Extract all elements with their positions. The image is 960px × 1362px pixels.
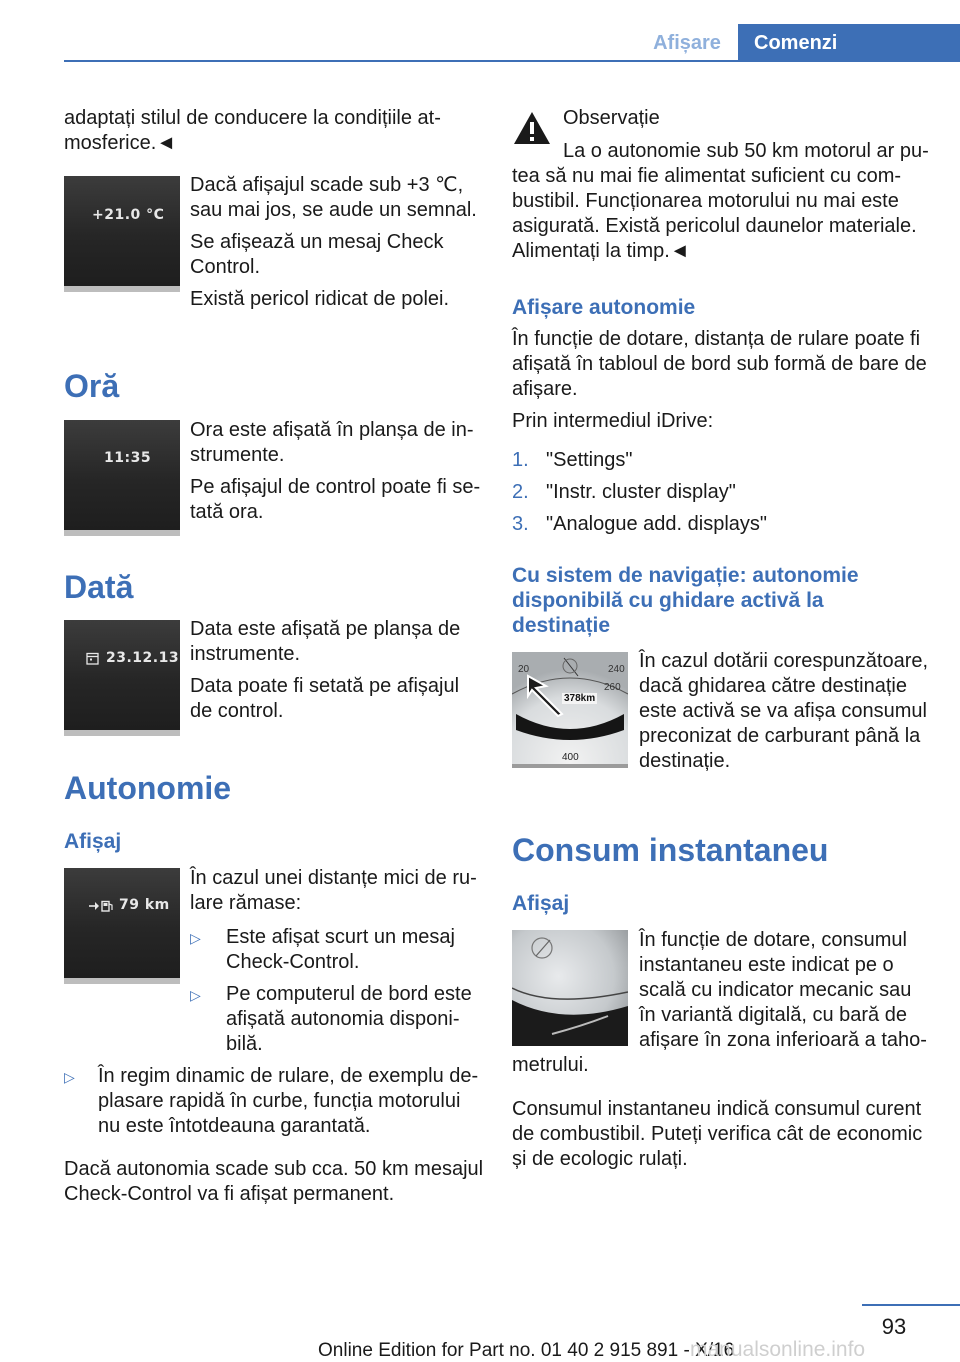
subheading-afisare-autonomie: Afișare autonomie bbox=[512, 296, 696, 319]
outside-temperature-display-image bbox=[64, 176, 180, 292]
header-rule bbox=[64, 60, 960, 62]
section-heading-consum: Consum instantaneu bbox=[512, 832, 829, 868]
pointer-arrow-icon bbox=[522, 674, 568, 720]
gauge-tick-label: 20 bbox=[518, 664, 530, 675]
gauge-tick-label: 400 bbox=[562, 752, 579, 763]
bullet-item: ▷ Este afișat scurt un mesaj Check-Control. bbox=[190, 926, 455, 973]
fuel-range-icon bbox=[88, 900, 114, 912]
edition-footer: Online Edition for Part no. 01 40 2 915 891 - X/16 bbox=[318, 1340, 735, 1361]
note-text: tea să nu mai fie alimentat suficient cu com‐ bustibil. Funcționarea motorului nu mai este asigurată. Există pericolul daunelor materiale. Alimentați la timp.◄ bbox=[512, 165, 917, 262]
list-item: 3. "Analogue add. displays" bbox=[512, 513, 768, 535]
page-number: 93 bbox=[881, 1314, 907, 1339]
triangle-bullet-icon: ▷ bbox=[64, 1069, 75, 1085]
navigation-description: În cazul dotării corespunzătoare, dacă ghidarea către destinație este activă se va afișa consumul preconizat de carburant până la destinație. bbox=[639, 650, 929, 772]
clock-display-image bbox=[64, 420, 180, 536]
list-item: 1. "Settings" bbox=[512, 449, 633, 471]
consumption-gauge-image bbox=[512, 930, 628, 1046]
calendar-icon bbox=[86, 652, 99, 665]
note-title: Observație bbox=[563, 107, 660, 129]
consumption-description: În funcție de dotare, consumul instantaneu este indicat pe o scală cu indicator mecanic sau în variantă digitală, cu bară de afișare în zona inferioară a taho‐ bbox=[639, 929, 927, 1051]
afisare-autonomie-text: În funcție de dotare, distanța de rulare poate fi afișată în tabloul de bord sub formă de bare de afișare. bbox=[512, 328, 927, 400]
section-heading-data: Dată bbox=[64, 569, 134, 605]
gauge-tick-label: 240 bbox=[608, 664, 625, 675]
note-text-first-line: La o autonomie sub 50 km motorul ar pu‐ bbox=[563, 140, 929, 162]
temperature-readout: +21.0 °C bbox=[92, 207, 165, 223]
temperature-description: Dacă afișajul scade sub +3 ℃, sau mai jos, se aude un semnal. Se afișează un mesaj Check Control. Există pericol ridicat de polei. bbox=[190, 174, 477, 310]
consumption-explanation: Consumul instantaneu indică consumul curent de combustibil. Puteți verifica cât de economic și de ecologic rulați. bbox=[512, 1098, 923, 1170]
date-display-image bbox=[64, 620, 180, 736]
consumption-description-end: metrului. bbox=[512, 1054, 589, 1076]
range-description: În cazul unei distanțe mici de ru‐ lare rămase: bbox=[190, 867, 477, 914]
watermark: manualsonline.info bbox=[690, 1338, 866, 1361]
footer-rule bbox=[862, 1304, 960, 1306]
step-list bbox=[512, 448, 767, 544]
bullet-item: ▷ În regim dinamic de rulare, de exemplu de‐ plasare rapidă în curbe, funcția motorului nu este întotdeauna garantată. bbox=[64, 1065, 479, 1137]
navigation-range-gauge-image bbox=[512, 652, 628, 768]
subheading-navigatie: Cu sistem de navigație: autonomie disponibilă cu ghidare activă la destinație bbox=[512, 564, 859, 637]
range-readout: 378km bbox=[564, 693, 596, 704]
section-heading-autonomie: Autonomie bbox=[64, 770, 232, 806]
section-heading-ora: Oră bbox=[64, 368, 120, 404]
date-readout: 23.12.13 bbox=[106, 650, 180, 666]
range-readout: 79 km bbox=[119, 897, 170, 913]
list-item: 2. "Instr. cluster display" bbox=[512, 481, 736, 503]
idrive-intro: Prin intermediul iDrive: bbox=[512, 410, 714, 432]
triangle-bullet-icon: ▷ bbox=[190, 930, 201, 946]
intro-text: adaptați stilul de conducere la condițiile at‐ mosferice.◄ bbox=[64, 107, 441, 154]
gauge-tick-label: 260 bbox=[604, 682, 621, 693]
range-display-image bbox=[64, 868, 180, 984]
ora-description: Ora este afișată în planșa de in‐ strumente. Pe afișajul de control poate fi se‐ tată ora. bbox=[190, 419, 481, 523]
autonomie-final-text: Dacă autonomia scade sub cca. 50 km mesajul Check-Control va fi afișat permanent. bbox=[64, 1158, 484, 1205]
subheading-afisaj-left: Afișaj bbox=[64, 830, 122, 853]
clock-readout: 11:35 bbox=[104, 450, 152, 466]
triangle-bullet-icon: ▷ bbox=[190, 987, 201, 1003]
warning-triangle-icon bbox=[512, 110, 552, 146]
bullet-item: ▷ Pe computerul de bord este afișată autonomia disponi‐ bilă. bbox=[190, 983, 472, 1055]
data-description: Data este afișată pe planșa de instrumente. Data poate fi setată pe afișajul de control. bbox=[190, 618, 461, 722]
header-section-tab: Afișare bbox=[653, 31, 721, 54]
subheading-afisaj-right: Afișaj bbox=[512, 892, 570, 915]
header-chapter-tab: Comenzi bbox=[738, 24, 960, 62]
